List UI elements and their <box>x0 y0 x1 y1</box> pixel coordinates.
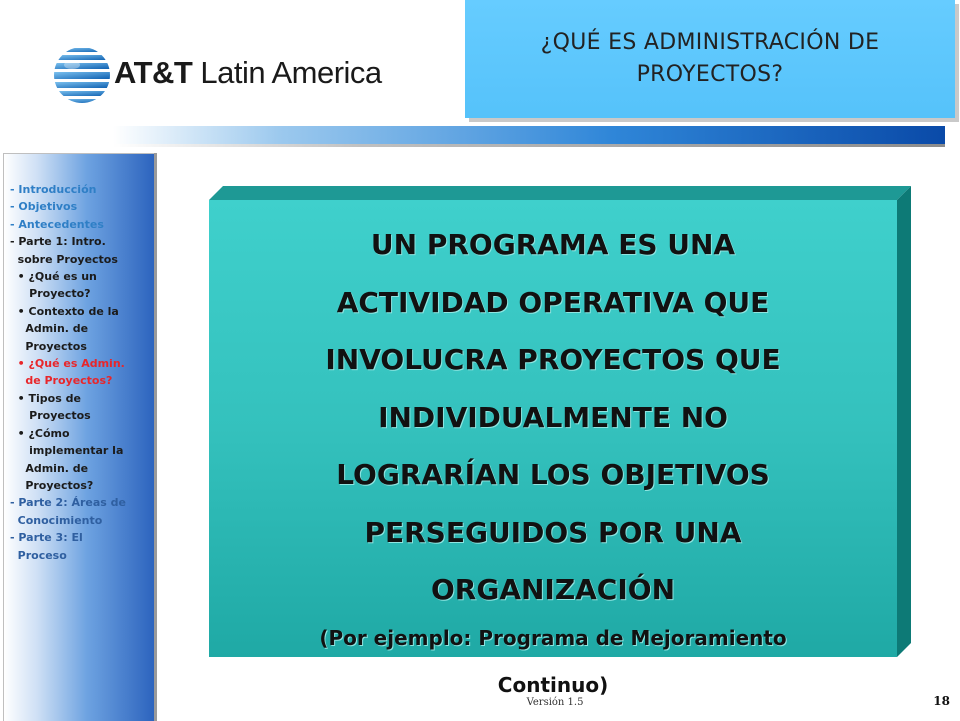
definition-line: INDIVIDUALMENTE NO <box>378 400 728 434</box>
sidebar-item[interactable]: • ¿Qué es Admin. <box>10 357 125 371</box>
brand-rest: Latin America <box>200 55 382 90</box>
definition-line: INVOLUCRA PROYECTOS QUE <box>325 343 781 376</box>
slide-title-line1: ¿QUÉ ES ADMINISTRACIÓN DE <box>540 30 880 55</box>
header-divider-bar <box>113 126 945 144</box>
sidebar-item[interactable]: - Introducción <box>10 183 97 196</box>
program-definition <box>225 216 881 619</box>
version-label: Versión 1.5 <box>526 697 584 708</box>
sidebar-item[interactable]: Proyectos <box>10 409 91 423</box>
sidebar-item[interactable]: de Proyectos? <box>10 374 113 388</box>
page-number: 18 <box>933 694 950 708</box>
content-box-side-face <box>897 186 911 657</box>
sidebar-nav <box>3 153 154 721</box>
definition-line: PERSEGUIDOS POR UNA <box>364 515 742 549</box>
sidebar-item[interactable]: Admin. de <box>10 461 89 475</box>
sidebar-item[interactable]: sobre Proyectos <box>10 252 118 266</box>
sidebar-item[interactable]: Proyecto? <box>10 287 91 301</box>
sidebar-item[interactable]: • Tipos de <box>10 391 81 405</box>
brand-name <box>114 55 382 91</box>
example-line-1: (Por ejemplo: Programa de Mejoramiento <box>319 626 787 650</box>
slide-title-line2: PROYECTOS? <box>636 62 784 87</box>
sidebar-item[interactable]: - Objetivos <box>10 200 78 214</box>
sidebar-item[interactable]: Proyectos? <box>10 478 94 492</box>
slide-title <box>541 27 880 91</box>
sidebar-item[interactable]: • ¿Qué es un <box>10 270 97 284</box>
sidebar-item[interactable]: - Antecedentes <box>10 217 104 231</box>
content-box-top-face <box>209 186 911 200</box>
definition-line: ACTIVIDAD OPERATIVA QUE <box>336 285 770 319</box>
sidebar-item[interactable]: Proyectos <box>10 339 87 353</box>
sidebar-item[interactable]: Proceso <box>10 548 67 562</box>
sidebar-item[interactable]: Conocimiento <box>10 513 103 527</box>
definition-line: UN PROGRAMA ES UNA <box>370 228 736 261</box>
att-globe-icon <box>52 45 112 105</box>
sidebar-item[interactable]: - Parte 2: Áreas de <box>10 496 126 510</box>
sidebar-item[interactable]: • ¿Cómo <box>10 426 70 440</box>
sidebar-item[interactable]: • Contexto de la <box>10 304 119 318</box>
definition-line: ORGANIZACIÓN <box>430 573 676 606</box>
sidebar-item[interactable]: - Parte 3: El <box>10 531 83 545</box>
sidebar-item[interactable]: - Parte 1: Intro. <box>10 235 106 249</box>
att-logo <box>52 45 382 105</box>
brand-bold: AT&T <box>114 55 193 90</box>
sidebar-menu <box>10 181 152 564</box>
example-line-2: Continuo) <box>497 673 609 697</box>
sidebar-item[interactable]: implementar la <box>10 444 124 458</box>
sidebar-item[interactable]: Admin. de <box>10 322 89 336</box>
header-divider-shadow <box>113 144 945 147</box>
slide-title-box <box>465 0 955 118</box>
definition-line: LOGRARÍAN LOS OBJETIVOS <box>336 458 770 491</box>
